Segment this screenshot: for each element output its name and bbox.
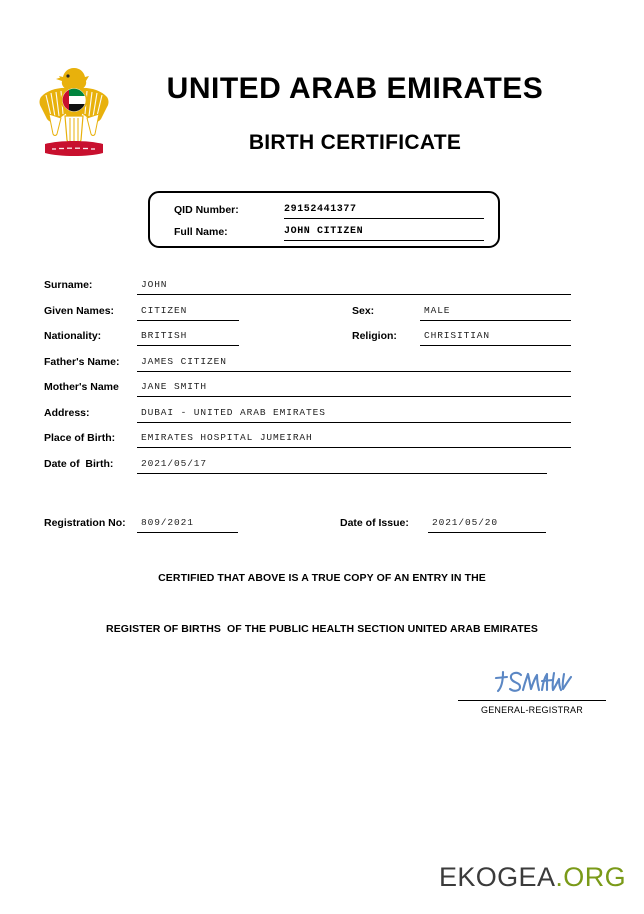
place-of-birth-label: Place of Birth:	[44, 432, 116, 444]
handwritten-signature-icon	[458, 666, 606, 700]
address-value: DUBAI - UNITED ARAB EMIRATES	[137, 407, 571, 423]
address-label: Address:	[44, 406, 90, 419]
full-name-value: JOHN CITIZEN	[284, 226, 484, 241]
registration-no-value: 809/2021	[137, 517, 238, 533]
document-header	[0, 0, 644, 180]
qid-number-label: QID Number:	[174, 204, 239, 216]
field-row-surname	[0, 276, 644, 302]
date-of-birth-label: Date of Birth:	[44, 457, 114, 470]
uae-emblem-icon	[35, 64, 113, 160]
nationality-label: Nationality:	[44, 330, 102, 342]
date-of-birth-value: 2021/05/17	[137, 458, 547, 474]
nationality-value: BRITISH	[137, 330, 239, 346]
qid-number-row	[174, 202, 484, 224]
registration-row	[0, 514, 644, 540]
place-of-birth-value: EMIRATES HOSPITAL JUMEIRAH	[137, 432, 571, 448]
country-title: UNITED ARAB EMIRATES	[166, 72, 544, 105]
surname-value: JOHN	[137, 279, 571, 295]
brand-tld: .ORG	[555, 862, 626, 892]
full-name-label: Full Name:	[174, 226, 228, 238]
field-row-nationality	[0, 327, 644, 353]
field-row-address	[0, 404, 644, 430]
mothers-name-value: JANE SMITH	[137, 381, 571, 397]
religion-value: CHRISITIAN	[420, 330, 571, 346]
field-row-place-of-birth	[0, 429, 644, 455]
signature-area	[458, 666, 606, 715]
date-of-issue-label: Date of Issue:	[340, 517, 409, 529]
full-name-row	[174, 224, 484, 246]
fathers-name-label: Father's Name:	[44, 355, 120, 368]
document-title: BIRTH CERTIFICATE	[248, 131, 462, 154]
registration-no-label: Registration No:	[44, 517, 126, 529]
field-row-fathers-name	[0, 353, 644, 379]
field-row-date-of-birth	[0, 455, 644, 481]
field-row-given-names	[0, 302, 644, 328]
sex-label: Sex:	[352, 304, 375, 317]
qid-number-value: 29152441377	[284, 204, 484, 219]
title-block	[120, 72, 590, 155]
certification-line-1: CERTIFIED THAT ABOVE IS A TRUE COPY OF AN ENTRY IN THE	[158, 572, 486, 584]
field-row-mothers-name	[0, 378, 644, 404]
signature-line	[458, 700, 606, 701]
brand-name: EKOGEA	[438, 862, 556, 892]
fathers-name-value: JAMES CITIZEN	[137, 356, 571, 372]
signature-caption: GENERAL-REGISTRAR	[481, 705, 583, 715]
date-of-issue-value: 2021/05/20	[428, 517, 546, 533]
surname-label: Surname:	[44, 279, 93, 291]
brand-watermark	[439, 862, 626, 893]
certificate-fields	[0, 276, 644, 480]
certification-line-2: REGISTER OF BIRTHS OF THE PUBLIC HEALTH SECTION UNITED ARAB EMIRATES	[106, 623, 538, 635]
mothers-name-label: Mother's Name	[44, 381, 119, 393]
sex-value: MALE	[420, 305, 571, 321]
given-names-label: Given Names:	[44, 304, 115, 317]
given-names-value: CITIZEN	[137, 305, 239, 321]
qid-identity-box	[148, 191, 500, 248]
religion-label: Religion:	[352, 330, 397, 342]
